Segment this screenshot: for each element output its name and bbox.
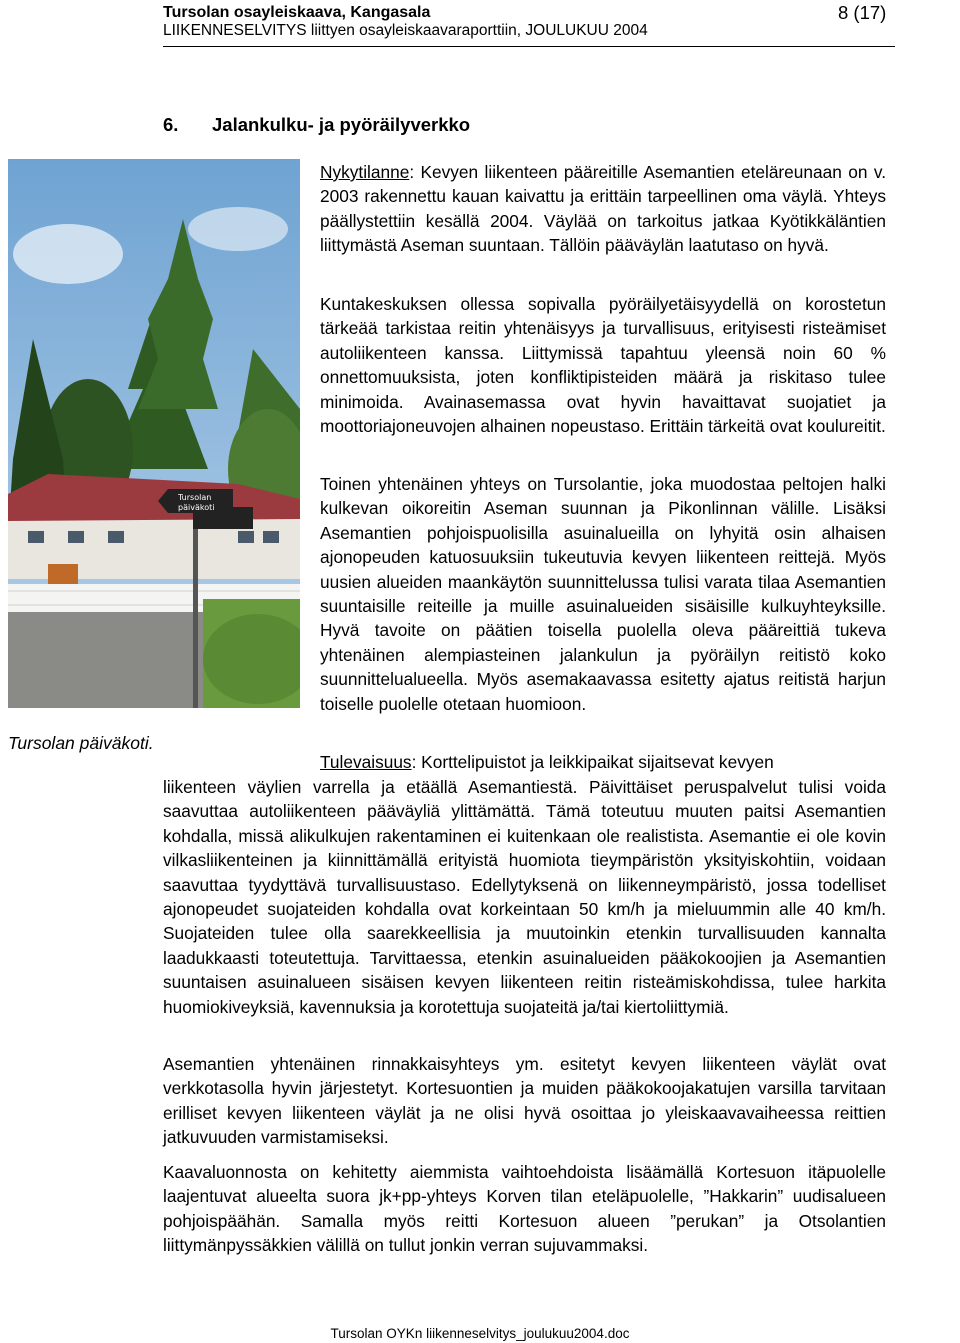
- section-title-text: Jalankulku- ja pyöräilyverkko: [212, 114, 471, 135]
- section-number: 6.: [163, 114, 179, 135]
- current-state-text: : Kevyen liikenteen pääreitille Asemantien eteläreunaan on v. 2003 rakennettu kauan kaivattu ja erittäin tarpeellinen oma väylä. Yhteys päällystettiin kesällä 2004. Väylää on tarkoitus jatkaa Kyötikkäläntien liittymästä Aseman suuntaan. Tällöin pääväylän laatutaso on hyvä.: [320, 162, 886, 256]
- paragraph-routes: Toinen yhtenäinen yhteys on Tursolantie, joka muodostaa peltojen halki kulkevan oikoreitin Aseman suunnan ja Pikonlinnan välille. Lisäksi Asemantien pohjoispuolisilla asuinalueilla on lyhyitä osin alhaisen ajonopeuden katuosuuksiin tukeutuvia kevyen liikenteen reittejä. Myös uusien alueiden maankäytön suunnittelussa tulisi varata tilaa Asemantien suuntaisille reiteille ja muille asuinalueiden sisäisille kulkuyhteyksille. Hyvä tavoite on päätien toisella puolella oleva pääreittiä tukeva yhtenäinen alempiasteinen jalankulun ja pyöräilyn reitistö koko suunnittelualueella. Myös asemakaavassa esitetty ajatus reitistä harjun toiselle puolelle otetaan huomioon.: [320, 474, 886, 714]
- header-title: Tursolan osayleiskaava, Kangasala: [163, 4, 431, 21]
- future-label: Tulevaisuus: [320, 752, 412, 772]
- sign-text-bottom: päiväkoti: [178, 503, 215, 512]
- paragraph-safety: Kuntakeskuksen ollessa sopivalla pyöräilyetäisyydellä on korostetun tärkeää tarkistaa reitin yhtenäisyys ja turvallisuus, erityisesti risteämiset autoliikenteen kanssa. Liittymissä tapahtuu yleensä noin 60 % onnettomuuksista, joten konfliktipisteiden määrä ja riskitaso tulee minimoida. Avainasemassa ovat hyvin havaittavat suojatiet ja moottoriajoneuvojen alhainen nopeustaso. Erittäin tärkeitä ovat koulureitit.: [320, 294, 886, 437]
- daycare-photo: [8, 159, 300, 708]
- sign-text-top: Tursolan: [178, 493, 212, 502]
- paragraph-parallel-routes: Asemantien yhtenäinen rinnakkaisyhteys ym. esitetyt kevyen liikenteen väylät ovat verkkotasolla hyvin järjestetyt. Kortesuontien ja muiden pääkokoojakatujen varsilla tarvitaan erilliset kevyen liikenteen väylät ja ne olisi hyvä osoittaa jo yleiskaavavaiheessa reittien jatkuvuuden varmistamiseksi.: [163, 1054, 886, 1148]
- paragraph-current-state: [320, 160, 886, 258]
- paragraph-plan-draft: Kaavaluonnosta on kehitetty aiemmista vaihtoehdoista lisäämällä Kortesuon itäpuolelle laajentuvat alueelta suora jk+pp-yhteys Korven tilan eteläpuolelle, ”Hakkarin” uudisalueen pohjoispäähän. Samalla myös reitti Kortesuon alueen ”perukan” ja Otsolantien liittymänpyssäkkien välillä on tullut jonkin verran sujuvammaksi.: [163, 1162, 886, 1256]
- paragraph-future: liikenteen väylien varrella ja etäällä Asemantiestä. Päivittäiset peruspalvelut tulisi voida saavuttaa autoliikenteen pääväyliä ylittämättä. Tämä toteutuu muuten paitsi Asemantien kohdalla, missä alikulkujen rakentaminen ei kuitenkaan ole realistista. Asemantie ei ole kovin vilkasliikenteinen ja kiinnittämällä erityistä huomiota tieympäristön yksityiskohtiin, voidaan saavuttaa tyydyttävä turvallisuustaso. Edellytyksenä on liikenneympäristö, jossa todelliset ajonopeudet suojateiden kohdalla ovat korkeintaan 50 km/h ja mieluummin alle 40 km/h. Suojateiden tulee olla saarekkeellisia ja muutoinkin etenkin turvallisuuden kannalta laadukkaasti toteutettuja. Tarvittaessa, etenkin asuinalueiden pääkokoojien ja Asemantien suuntaisen asuinalueen sisäisen kevyen liikenteen reitin risteämiskohdissa, tulee harkita huomiokiveyksiä, kavennuksia ja korotettuja suojateitä ja/tai kiertoliittymiä.: [163, 777, 886, 1017]
- section-heading: [163, 114, 470, 136]
- page-footer: Tursolan OYKn liikenneselvitys_joulukuu2004.doc: [330, 1326, 630, 1341]
- current-state-label: Nykytilanne: [320, 162, 410, 182]
- photo-illustration: [8, 159, 300, 708]
- photo-caption: Tursolan päiväkoti.: [8, 733, 154, 753]
- future-first-text: : Korttelipuistot ja leikkipaikat sijaitsevat kevyen: [411, 752, 774, 772]
- paragraph-future-first-line: [320, 750, 886, 774]
- header-subtitle: LIIKENNESELVITYS liittyen osayleiskaavaraporttiin, JOULUKUU 2004: [163, 22, 648, 39]
- header-divider: [163, 46, 895, 47]
- page-number: 8 (17): [838, 2, 887, 23]
